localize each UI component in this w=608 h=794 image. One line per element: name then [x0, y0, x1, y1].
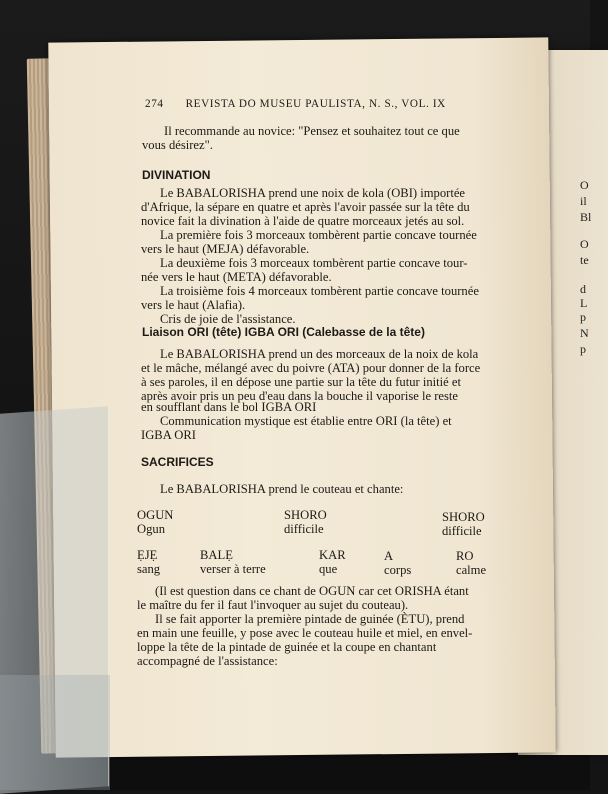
facing-text: il: [580, 194, 587, 208]
song-word: RO: [456, 549, 474, 563]
paragraph-line: après avoir pris un peu d'eau dans la bouche il vaporise le reste: [141, 389, 459, 403]
intro-line: vous désirez".: [142, 138, 213, 152]
song-word: KAR: [319, 548, 346, 562]
paragraph-line: (Il est question dans ce chant de OGUN car cet ORISHA étant: [155, 584, 469, 598]
facing-text: te: [580, 253, 589, 267]
paragraph-line: accompagné de l'assistance:: [137, 654, 278, 668]
paragraph-line: Le BABALORISHA prend un des morceaux de la noix de kola: [160, 347, 479, 361]
song-gloss: que: [319, 562, 338, 576]
song-gloss: verser à terre: [200, 562, 266, 576]
song-gloss: sang: [137, 562, 161, 576]
paragraph-line: d'Afrique, la sépare en quatre et après l'avoir passée sur la tête du: [141, 200, 470, 214]
paragraph-line: La deuxième fois 3 morceaux tombèrent partie concave tour-: [160, 256, 468, 270]
song-intro: Le BABALORISHA prend le couteau et chante:: [160, 482, 404, 496]
facing-text: O: [580, 178, 589, 192]
paragraph-line: et le mâche, mélangé avec du poivre (ATA) pour donner de la force: [141, 361, 481, 375]
paragraph-line: née vers le haut (META) défavorable.: [141, 270, 332, 284]
song-word: A: [384, 549, 394, 563]
song-gloss: calme: [456, 563, 487, 577]
paragraph-line: loppe la tête de la pintade de guinée et la coupe en chantant: [137, 640, 437, 654]
paragraph-line: vers le haut (Alafia).: [141, 298, 246, 312]
paragraph-line: le maître du fer il faut l'invoquer au sujet du couteau).: [137, 598, 409, 612]
facing-text: d: [580, 282, 586, 296]
facing-text: N: [580, 326, 589, 340]
song-word: ẸJẸ: [137, 548, 158, 562]
running-title: REVISTA DO MUSEU PAULISTA, N. S., VOL. IX: [185, 98, 446, 110]
running-header: [145, 97, 446, 111]
song-word: SHORO: [284, 508, 327, 522]
song-word: BALẸ: [200, 548, 233, 562]
paragraph-line: Le BABALORISHA prend une noix de kola (OBI) importée: [160, 186, 465, 200]
song-gloss: corps: [384, 563, 412, 577]
paragraph-line: vers le haut (MEJA) défavorable.: [141, 242, 310, 256]
facing-text: Bl: [580, 210, 592, 224]
intro-line: Il recommande au novice: "Pensez et souhaitez tout ce que: [164, 124, 460, 138]
song-word: SHORO: [442, 510, 485, 524]
song-word: OGUN: [137, 508, 174, 522]
paragraph-line: en main une feuille, y pose avec le couteau huile et miel, en envel-: [137, 626, 473, 640]
paragraph-line: Il se fait apporter la première pintade de guinée (ÈTU), prend: [155, 612, 465, 626]
paragraph-line: à ses paroles, il en dépose une partie sur la tête du futur initié et: [141, 375, 461, 389]
page-number: 274: [145, 98, 164, 110]
paragraph-line: IGBA ORI: [141, 428, 196, 442]
book-holder-base: [0, 675, 110, 790]
song-gloss: difficile: [284, 522, 324, 536]
paragraph-line: novice fait la divination à l'aide de quatre morceaux jetés au sol.: [141, 214, 465, 228]
section-title-divination: DIVINATION: [142, 168, 211, 182]
paragraph-line: Communication mystique est établie entre ORI (la tête) et: [160, 414, 452, 428]
paragraph-line: La troisième fois 4 morceaux tombèrent partie concave tournée: [160, 284, 479, 298]
section-title-sacrifices: SACRIFICES: [141, 455, 214, 469]
facing-text: O: [580, 237, 589, 251]
song-gloss: difficile: [442, 524, 482, 538]
section-title-liaison: Liaison ORI (tête) IGBA ORI (Calebasse de la tête): [142, 325, 425, 339]
paragraph-line: en soufflant dans le bol IGBA ORI: [141, 400, 317, 414]
facing-text: L: [580, 296, 588, 310]
song-gloss: Ogun: [137, 522, 165, 536]
facing-text: p: [580, 310, 586, 324]
facing-text: p: [580, 342, 586, 356]
paragraph-line: Cris de joie de l'assistance.: [160, 312, 296, 326]
paragraph-line: La première fois 3 morceaux tombèrent partie concave tournée: [160, 228, 477, 242]
